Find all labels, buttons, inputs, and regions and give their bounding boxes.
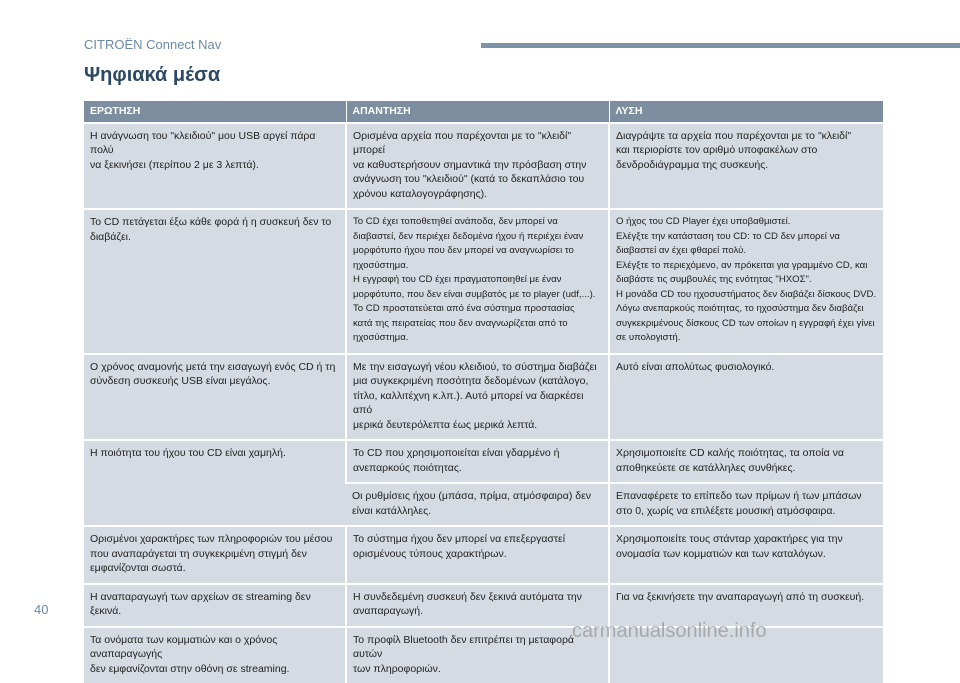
answer-cell: Το CD έχει τοποθετηθεί ανάποδα, δεν μπορεί να διαβαστεί, δεν περιέχει δεδομένα ήχου ή περιέχει έναν μορφότυπο ήχου που δεν μπορεί να αναγνωρίσει το ηχοσύστημα. Η εγγραφή του CD έχει πραγματοποιηθεί με έναν μορφότυπο, που δεν είναι συμβατός με το player (udf,...). Το CD προστατεύεται από ένα σύστημα προστασίας κατά της πειρατείας που δεν αναγνωρίζεται από το ηχοσύστημα.	[346, 209, 609, 354]
solution-cell: Επαναφέρετε το επίπεδο των πρίμων ή των μπάσων στο 0, χωρίς να επιλέξετε μουσική ατμόσφαιρα.	[609, 483, 883, 526]
table-row	[84, 123, 883, 210]
solution-cell: Χρησιμοποιείτε CD καλής ποιότητας, τα οποία να αποθηκεύετε σε κατάλληλες συνθήκες.	[609, 440, 883, 483]
page-number: 40	[34, 602, 48, 617]
table-row	[84, 440, 883, 483]
question-cell: Η αναπαραγωγή των αρχείων σε streaming δεν ξεκινά.	[84, 584, 346, 627]
watermark: carmanualsonline.info	[572, 620, 767, 643]
column-header-answer: ΑΠΑΝΤΗΣΗ	[346, 101, 609, 123]
brand-label: CITROËN Connect Nav	[84, 37, 221, 52]
question-cell: Η ποιότητα του ήχου του CD είναι χαμηλή.	[84, 440, 346, 526]
column-header-question: ΕΡΩΤΗΣΗ	[84, 101, 346, 123]
page-title: Ψηφιακά μέσα	[84, 64, 220, 87]
answer-cell: Με την εισαγωγή νέου κλειδιού, το σύστημα διαβάζει μια συγκεκριμένη ποσότητα δεδομένων (κατάλογο, τίτλο, καλλιτέχνη κ.λπ.). Αυτό μπορεί να διαρκέσει από μερικά δευτερόλεπτα έως μερικά λεπτά.	[346, 354, 609, 441]
troubleshooting-table	[84, 101, 883, 683]
solution-cell: Διαγράψτε τα αρχεία που παρέχονται με το "κλειδί" και περιορίστε τον αριθμό υποφακέλων στο δενδροδιάγραμμα της συσκευής.	[609, 123, 883, 210]
column-header-solution: ΛΥΣΗ	[609, 101, 883, 123]
question-cell: Η ανάγνωση του "κλειδιού" μου USB αργεί πάρα πολύ να ξεκινήσει (περίπου 2 με 3 λεπτά).	[84, 123, 346, 210]
answer-cell: Ορισμένα αρχεία που παρέχονται με το "κλειδί" μπορεί να καθυστερήσουν σημαντικά την πρόσβαση στην ανάγνωση του "κλειδιού" (κατά το δεκαπλάσιο του χρόνου καταλογογράφησης).	[346, 123, 609, 210]
answer-cell: Οι ρυθμίσεις ήχου (μπάσα, πρίμα, ατμόσφαιρα) δεν είναι κατάλληλες.	[346, 483, 609, 526]
solution-cell: Για να ξεκινήσετε την αναπαραγωγή από τη συσκευή.	[609, 584, 883, 627]
header-divider-bar	[481, 43, 960, 48]
solution-cell: Αυτό είναι απολύτως φυσιολογικό.	[609, 354, 883, 441]
answer-cell: Το προφίλ Bluetooth δεν επιτρέπει τη μεταφορά αυτών των πληροφοριών.	[346, 627, 609, 683]
solution-cell: Ο ήχος του CD Player έχει υποβαθμιστεί. Ελέγξτε την κατάσταση του CD: το CD δεν μπορεί να διαβαστεί αν έχει φθαρεί πολύ. Ελέγξτε το περιεχόμενο, αν πρόκειται για γραμμένο CD, και διαβάστε τις συμβουλές της ενότητας "ΗΧΟΣ". Η μονάδα CD του ηχοσυστήματος δεν διαβάζει δίσκους DVD. Λόγω ανεπαρκούς ποιότητας, το ηχοσύστημα δεν διαβάζει συγκεκριμένους δίσκους CD των οποίων η εγγραφή έχει γίνει σε υπολογιστή.	[609, 209, 883, 354]
question-cell: Το CD πετάγεται έξω κάθε φορά ή η συσκευή δεν το διαβάζει.	[84, 209, 346, 354]
question-cell: Τα ονόματα των κομματιών και ο χρόνος αναπαραγωγής δεν εμφανίζονται στην οθόνη σε streaming.	[84, 627, 346, 683]
table-header-row	[84, 101, 883, 123]
answer-cell: Το σύστημα ήχου δεν μπορεί να επεξεργαστεί ορισμένους τύπους χαρακτήρων.	[346, 526, 609, 584]
table-row	[84, 526, 883, 584]
question-cell: Ο χρόνος αναμονής μετά την εισαγωγή ενός CD ή τη σύνδεση συσκευής USB είναι μεγάλος.	[84, 354, 346, 441]
answer-cell: Το CD που χρησιμοποιείται είναι γδαρμένο ή ανεπαρκούς ποιότητας.	[346, 440, 609, 483]
table-row	[84, 209, 883, 354]
solution-cell: Χρησιμοποιείτε τους στάνταρ χαρακτήρες για την ονομασία των κομματιών και των καταλόγων.	[609, 526, 883, 584]
table-row	[84, 354, 883, 441]
question-cell: Ορισμένοι χαρακτήρες των πληροφοριών του μέσου που αναπαράγεται τη συγκεκριμένη στιγμή δεν εμφανίζονται σωστά.	[84, 526, 346, 584]
answer-cell: Η συνδεδεμένη συσκευή δεν ξεκινά αυτόματα την αναπαραγωγή.	[346, 584, 609, 627]
